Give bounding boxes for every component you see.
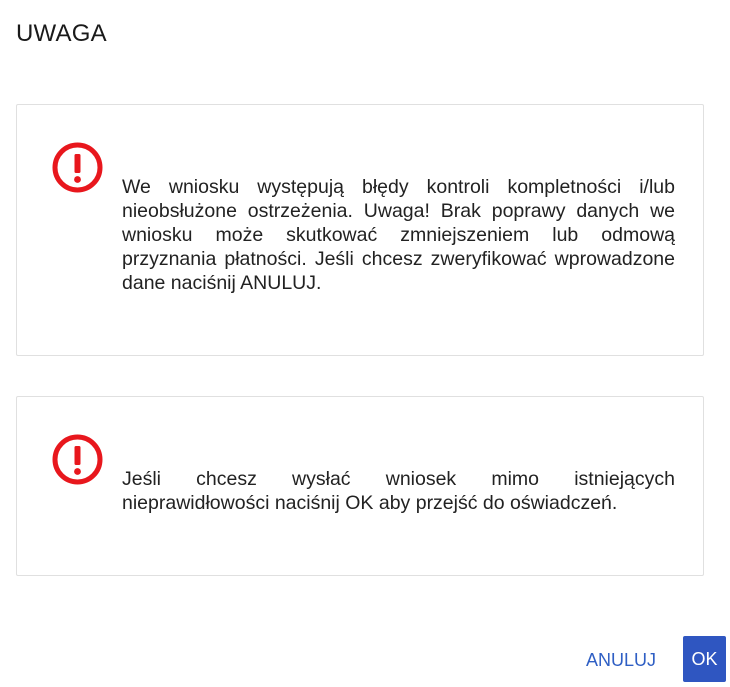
exclamation-circle-icon bbox=[52, 434, 103, 485]
message-card bbox=[16, 396, 704, 576]
ok-button[interactable]: OK bbox=[683, 636, 726, 682]
message-card bbox=[16, 104, 704, 356]
message-text: Jeśli chcesz wysłać wniosek mimo istniejących nieprawidłowości naciśnij OK aby przejść do oświadczeń. bbox=[122, 468, 675, 514]
exclamation-circle-icon bbox=[52, 142, 103, 193]
cancel-button[interactable]: ANULUJ bbox=[574, 637, 668, 683]
dialog-title: UWAGA bbox=[16, 20, 107, 47]
message-text: We wniosku występują błędy kontroli kompletności i/lub nieobsłużone ostrzeżenia. Uwaga! Brak poprawy danych we wniosku może skutkować zmniejszeniem lub odmową przyznania płatności. Jeśli chcesz zweryfikować wprowadzone dane naciśnij ANULUJ. bbox=[122, 176, 675, 294]
